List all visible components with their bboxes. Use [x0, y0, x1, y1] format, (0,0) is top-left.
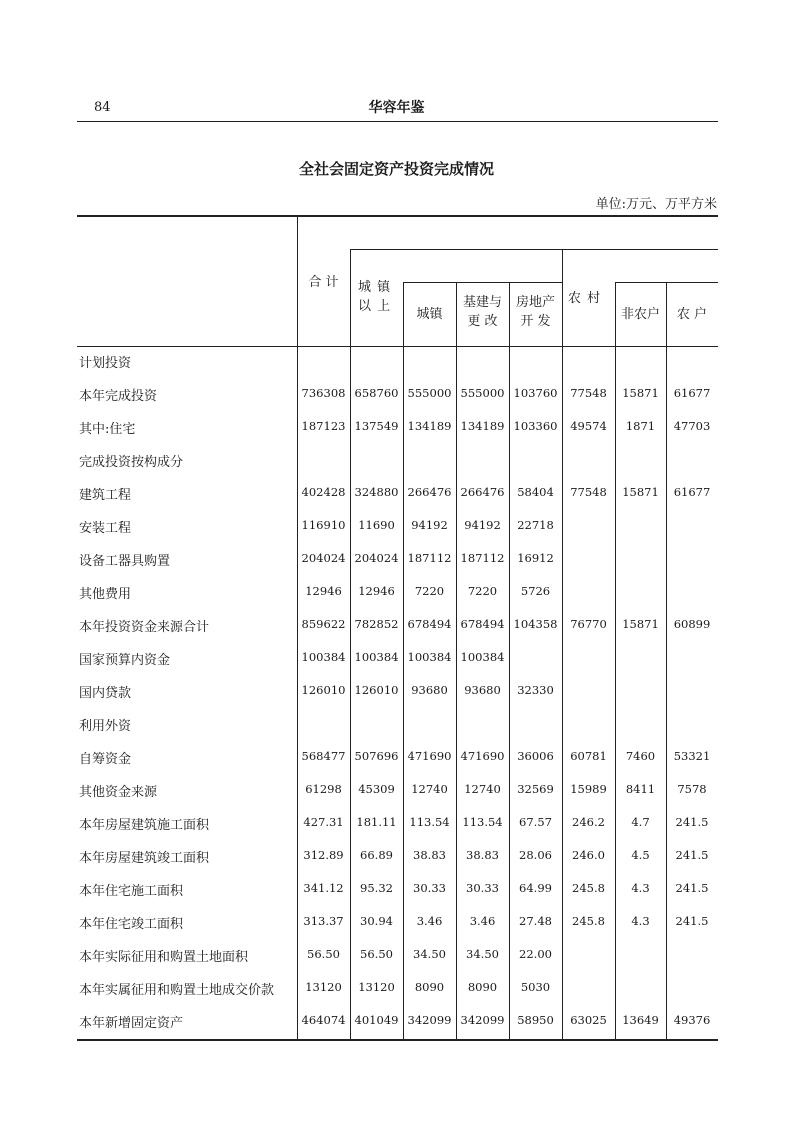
- col-header-rural: 农 村: [568, 291, 602, 306]
- table-cell: 95.32: [360, 881, 393, 895]
- table-cell: 658760: [354, 386, 399, 400]
- table-cell: 246.0: [572, 848, 605, 862]
- table-cell: 402428: [301, 485, 346, 499]
- table-cell: 7460: [625, 749, 656, 763]
- table-cell: 12740: [464, 782, 501, 796]
- row-label: 本年新增固定资产: [79, 1016, 184, 1031]
- table-cell: 3.46: [416, 914, 443, 928]
- table-cell: 241.5: [675, 848, 709, 862]
- table-cell: 32569: [517, 782, 554, 796]
- table-cell: 47703: [673, 419, 711, 433]
- table-cell: 246.2: [572, 815, 605, 829]
- table-cell: 5726: [520, 584, 551, 598]
- row-label: 其他资金来源: [79, 785, 158, 800]
- table-cell: 241.5: [675, 914, 709, 928]
- table-cell: 13120: [358, 980, 395, 994]
- row-label: 其中:住宅: [79, 422, 136, 437]
- table-cell: 103360: [513, 419, 558, 433]
- table-title: 全社会固定资产投资完成情况: [298, 160, 494, 178]
- table-cell: 7578: [677, 782, 707, 796]
- row-label: 国内贷款: [79, 686, 132, 701]
- table-top-rule: [77, 215, 718, 217]
- row-label: 本年住宅施工面积: [79, 884, 184, 899]
- table-cell: 113.54: [409, 815, 450, 829]
- table-cell: 187123: [301, 419, 346, 433]
- book-title: 华容年鉴: [368, 100, 425, 116]
- col-header-farm: 农 户: [676, 307, 708, 322]
- table-cell: 94192: [411, 518, 448, 532]
- table-cell: 64.99: [519, 881, 552, 895]
- col-header-non-farm: 非农户: [620, 307, 660, 322]
- row-label: 本年住宅竣工面积: [79, 917, 184, 932]
- row-label: 本年房屋建筑施工面积: [79, 818, 210, 833]
- table-cell: 58950: [517, 1013, 554, 1027]
- col-header-real-estate: 房地产 开 发: [515, 295, 555, 329]
- table-cell: 568477: [301, 749, 346, 763]
- table-cell: 67.57: [519, 815, 552, 829]
- table-cell: 4.7: [631, 815, 650, 829]
- table-cell: 15871: [622, 386, 659, 400]
- row-label: 本年房屋建筑竣工面积: [79, 851, 210, 866]
- table-cell: 126010: [354, 683, 399, 697]
- page-number: 84: [94, 100, 111, 115]
- table-cell: 53321: [673, 749, 711, 763]
- table-cell: 4.3: [631, 914, 650, 928]
- table-cell: 7220: [467, 584, 498, 598]
- table-cell: 245.8: [572, 914, 605, 928]
- table-cell: 104358: [513, 617, 558, 631]
- table-cell: 13649: [622, 1013, 659, 1027]
- header-rule: [77, 121, 718, 122]
- row-label: 建筑工程: [79, 488, 132, 503]
- table-cell: 3.46: [469, 914, 496, 928]
- table-cell: 61677: [673, 485, 711, 499]
- table-cell: 100384: [407, 650, 452, 664]
- header-bottom-rule: [77, 346, 718, 347]
- table-cell: 204024: [354, 551, 399, 565]
- row-label: 完成投资按构成分: [79, 455, 184, 470]
- table-cell: 204024: [301, 551, 346, 565]
- row-label: 设备工器具购置: [79, 554, 171, 569]
- table-cell: 507696: [354, 749, 399, 763]
- row-label: 国家预算内资金: [79, 653, 171, 668]
- table-cell: 63025: [570, 1013, 607, 1027]
- col-header-total: 合 计: [308, 275, 339, 290]
- row-label: 自筹资金: [79, 752, 132, 767]
- table-cell: 134189: [460, 419, 505, 433]
- table-cell: 312.89: [303, 848, 344, 862]
- table-cell: 555000: [407, 386, 452, 400]
- table-cell: 8090: [467, 980, 498, 994]
- table-cell: 266476: [407, 485, 452, 499]
- table-cell: 342099: [460, 1013, 505, 1027]
- table-cell: 736308: [301, 386, 346, 400]
- row-label: 利用外资: [79, 719, 132, 734]
- table-cell: 22.00: [519, 947, 552, 961]
- table-cell: 4.3: [631, 881, 650, 895]
- table-cell: 56.50: [360, 947, 393, 961]
- table-cell: 27.48: [519, 914, 552, 928]
- table-cell: 100384: [354, 650, 399, 664]
- table-cell: 12946: [358, 584, 395, 598]
- table-cell: 34.50: [466, 947, 499, 961]
- table-cell: 11690: [358, 518, 395, 532]
- table-cell: 100384: [301, 650, 346, 664]
- table-cell: 859622: [301, 617, 346, 631]
- table-cell: 266476: [460, 485, 505, 499]
- table-cell: 61298: [305, 782, 342, 796]
- table-cell: 113.54: [462, 815, 503, 829]
- table-cell: 58404: [517, 485, 554, 499]
- table-cell: 34.50: [413, 947, 446, 961]
- table-cell: 22718: [517, 518, 554, 532]
- table-cell: 38.83: [466, 848, 499, 862]
- table-cell: 93680: [464, 683, 501, 697]
- unit-label: 单位:万元、万平方米: [595, 197, 717, 212]
- table-cell: 103760: [513, 386, 558, 400]
- table-cell: 93680: [411, 683, 448, 697]
- table-cell: 77548: [570, 485, 607, 499]
- table-cell: 60899: [673, 617, 711, 631]
- table-cell: 555000: [460, 386, 505, 400]
- table-cell: 30.94: [360, 914, 393, 928]
- table-cell: 66.89: [360, 848, 393, 862]
- table-cell: 100384: [460, 650, 505, 664]
- table-cell: 12946: [305, 584, 342, 598]
- group-rule-urban-sub: [403, 282, 562, 283]
- row-label: 本年完成投资: [79, 389, 158, 404]
- table-cell: 49574: [570, 419, 607, 433]
- table-cell: 56.50: [307, 947, 340, 961]
- table-cell: 38.83: [413, 848, 446, 862]
- table-cell: 30.33: [413, 881, 446, 895]
- table-cell: 341.12: [303, 881, 344, 895]
- table-cell: 13120: [305, 980, 342, 994]
- table-cell: 116910: [301, 518, 346, 532]
- table-cell: 16912: [517, 551, 554, 565]
- col-header-urban-above: 城 镇 以 上: [358, 280, 392, 314]
- col-header-construction: 基建与 更 改: [462, 295, 502, 329]
- table-cell: 134189: [407, 419, 452, 433]
- table-cell: 8411: [625, 782, 656, 796]
- group-rule-urban: [350, 249, 718, 250]
- table-cell: 8090: [414, 980, 445, 994]
- table-cell: 45309: [358, 782, 395, 796]
- table-cell: 782852: [354, 617, 399, 631]
- table-cell: 245.8: [572, 881, 605, 895]
- table-cell: 36006: [517, 749, 554, 763]
- table-cell: 12740: [411, 782, 448, 796]
- investment-table: [77, 215, 718, 1040]
- table-cell: 324880: [354, 485, 399, 499]
- table-cell: 241.5: [675, 881, 709, 895]
- table-cell: 471690: [407, 749, 452, 763]
- table-cell: 187112: [407, 551, 452, 565]
- table-cell: 49376: [673, 1013, 711, 1027]
- table-cell: 30.33: [466, 881, 499, 895]
- row-label: 本年实属征用和购置土地成交价款: [79, 983, 275, 998]
- row-label: 本年实际征用和购置土地面积: [79, 950, 249, 965]
- table-cell: 15871: [622, 485, 659, 499]
- table-cell: 471690: [460, 749, 505, 763]
- table-cell: 678494: [460, 617, 505, 631]
- table-cell: 4.5: [631, 848, 650, 862]
- table-cell: 28.06: [519, 848, 552, 862]
- table-cell: 427.31: [303, 815, 344, 829]
- table-cell: 137549: [354, 419, 399, 433]
- table-cell: 678494: [407, 617, 452, 631]
- row-label: 计划投资: [79, 356, 132, 371]
- table-cell: 15989: [570, 782, 607, 796]
- table-cell: 32330: [517, 683, 554, 697]
- table-cell: 181.11: [356, 815, 397, 829]
- table-cell: 5030: [520, 980, 551, 994]
- table-cell: 76770: [570, 617, 607, 631]
- table-bottom-rule: [77, 1039, 718, 1041]
- table-cell: 401049: [354, 1013, 399, 1027]
- row-label: 本年投资资金来源合计: [79, 620, 210, 635]
- row-label: 安装工程: [79, 521, 132, 536]
- table-cell: 15871: [622, 617, 659, 631]
- col-header-urban: 城镇: [416, 307, 443, 322]
- table-cell: 77548: [570, 386, 607, 400]
- table-cell: 126010: [301, 683, 346, 697]
- table-cell: 342099: [407, 1013, 452, 1027]
- row-label: 其他费用: [79, 587, 132, 602]
- table-cell: 94192: [464, 518, 501, 532]
- table-cell: 60781: [570, 749, 607, 763]
- table-cell: 464074: [301, 1013, 346, 1027]
- table-cell: 1871: [625, 419, 656, 433]
- table-cell: 313.37: [303, 914, 344, 928]
- table-cell: 7220: [414, 584, 445, 598]
- table-cell: 241.5: [675, 815, 709, 829]
- table-cell: 187112: [460, 551, 505, 565]
- table-cell: 61677: [673, 386, 711, 400]
